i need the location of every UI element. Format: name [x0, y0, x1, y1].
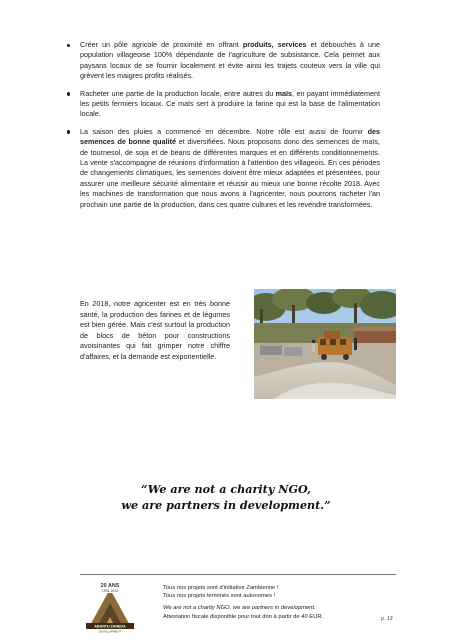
- agricenter-photo: [254, 289, 396, 399]
- footer-line-1: Tous nos projets sont d'initiative Zambienne !: [163, 585, 279, 591]
- logo-name-text: ABANTU ZANEDA: [94, 624, 126, 629]
- footer-text: [163, 584, 323, 621]
- logo-sub-text: DEVELOPMENT: [98, 629, 122, 633]
- bullet-dot-icon: [67, 130, 70, 133]
- page-number: p. 13: [381, 616, 393, 622]
- agricenter-paragraph: En 2018, notre agricenter est en très bonne santé, la production des farines et de légumes est bien gérée. Mais c'est surtout la production de blocs de béton pour constructions avoisinantes qui fait grimper notre chiffre d'affaires, et la demande est exponentielle.: [80, 299, 230, 361]
- bullet-dot-icon: [67, 92, 70, 95]
- bullet-item: Créer un pôle agricole de proximité en offrant produits, services et débouchés à une population villageoise 100% dépendante de l'agriculture de subsistance. Cela permet aux paysans locaux de se fournir localement et évite ainsi les trajets couteux vers la ville qui grèvent les maigres profits réalisés.: [80, 40, 380, 82]
- bullet-dot-icon: [67, 44, 70, 47]
- bullet-item: Racheter une partie de la production locale, entre autres du maïs, en payant immédiatement les petits fermiers locaux. Ce maïs sert à produire la farine qui est la base de l'alimentation locale.: [80, 89, 380, 120]
- footer-line-3: We are not a charity NGO, we are partners in development.: [163, 605, 316, 612]
- logo-years-text: 20 ANS: [100, 583, 120, 589]
- motto-line-1: “We are not a charity NGO,: [140, 482, 312, 496]
- motto-quote: [0, 481, 452, 513]
- bullet-item: La saison des pluies a commencé en décembre. Notre rôle est aussi de fournir des semences de bonne qualité et diversifiées. Nous proposons donc des semences de maïs, de tournesol, de soja et de beans de différentes marques et en différents conditionnements. La vente s'accompagne de réunions d'information à l'attention des villageois. En ces périodes de changements climatiques, les semences doivent être mieux adaptées et présentées, pour assurer une meilleure sécurité alimentaire et réussir au mieux une bonne récolte 2018. Avec les machines de transformation que nous avons à l'agricenter, nous pourrons racheter l'an prochain une partie de la production, dans ces quatre cultures et les revendre transformées.: [80, 127, 380, 210]
- footer-line-2: Tous nos projets terminés sont autonomes !: [163, 593, 276, 600]
- footer-divider: [80, 574, 396, 575]
- motto-line-2: we are partners in development.”: [121, 498, 331, 512]
- bullet-list: [80, 40, 380, 217]
- logo-range-text: 1994-2014: [101, 589, 119, 593]
- footer-line-4: Attestation fiscale disponible pour tout don à partir de 40 EUR.: [163, 613, 324, 620]
- abantu-zaneda-logo: [84, 579, 136, 633]
